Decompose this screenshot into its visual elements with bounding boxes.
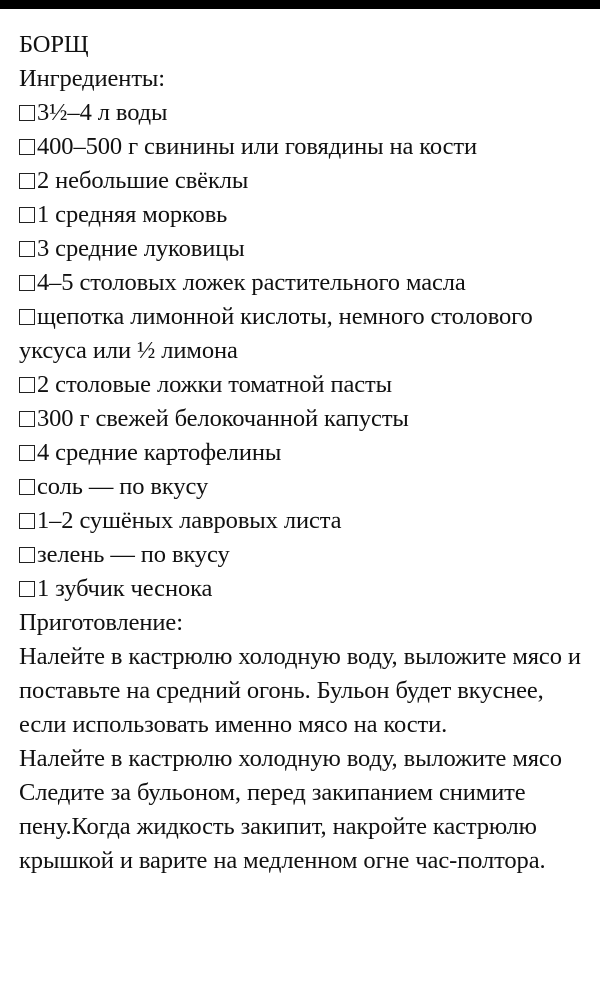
preparation-paragraph: Налейте в кастрюлю холодную воду, выложите мясо (19, 745, 562, 772)
ingredient-text: 3 средние луковицы (37, 235, 245, 262)
checkbox-icon[interactable] (19, 207, 35, 223)
ingredient-text: 4–5 столовых ложек растительного масла (37, 269, 466, 296)
ingredient-text: 1–2 сушёных лавровых листа (37, 507, 342, 534)
checkbox-icon[interactable] (19, 547, 35, 563)
checkbox-icon[interactable] (19, 173, 35, 189)
ingredient-text: 2 столовые ложки томатной пасты (37, 371, 392, 398)
preparation-steps (19, 640, 594, 878)
checkbox-icon[interactable] (19, 513, 35, 529)
ingredient-item (19, 538, 594, 572)
ingredient-item (19, 470, 594, 504)
ingredient-item (19, 232, 594, 266)
ingredient-item (19, 96, 594, 130)
ingredient-item (19, 266, 594, 300)
ingredients-heading: Ингредиенты: (19, 65, 165, 92)
ingredient-item (19, 164, 594, 198)
ingredient-text: 4 средние картофелины (37, 439, 282, 466)
ingredient-text: 400–500 г свинины или говядины на кости (37, 133, 477, 160)
ingredient-text: 1 зубчик чеснока (37, 575, 213, 602)
checkbox-icon[interactable] (19, 479, 35, 495)
ingredient-text: соль — по вкусу (37, 473, 209, 500)
ingredient-text: 1 средняя морковь (37, 201, 228, 228)
preparation-heading: Приготовление: (19, 609, 183, 636)
recipe-title: БОРЩ (19, 31, 89, 58)
ingredient-text: 2 небольшие свёклы (37, 167, 249, 194)
ingredient-item (19, 198, 594, 232)
checkbox-icon[interactable] (19, 241, 35, 257)
recipe-document (19, 28, 594, 878)
ingredient-item (19, 572, 594, 606)
preparation-paragraph: Налейте в кастрюлю холодную воду, выложите мясо и поставьте на средний огонь. Бульон будет вкуснее, если использовать именно мясо на кости. (19, 643, 581, 738)
checkbox-icon[interactable] (19, 411, 35, 427)
checkbox-icon[interactable] (19, 275, 35, 291)
ingredient-text: зелень — по вкусу (37, 541, 230, 568)
preparation-paragraph: Следите за бульоном, перед закипанием снимите пену.Когда жидкость закипит, накройте кастрюлю крышкой и варите на медленном огне час-полтора. (19, 779, 546, 874)
ingredient-item (19, 402, 594, 436)
top-border-bar (0, 0, 600, 9)
checkbox-icon[interactable] (19, 445, 35, 461)
ingredient-item (19, 368, 594, 402)
ingredient-item (19, 504, 594, 538)
ingredient-item (19, 300, 594, 368)
ingredient-list (19, 96, 594, 606)
ingredient-text: 3½–4 л воды (37, 99, 168, 126)
ingredient-text: 300 г свежей белокочанной капусты (37, 405, 409, 432)
checkbox-icon[interactable] (19, 105, 35, 121)
checkbox-icon[interactable] (19, 377, 35, 393)
ingredient-text: щепотка лимонной кислоты, немного столового уксуса или ½ лимона (19, 303, 533, 364)
checkbox-icon[interactable] (19, 309, 35, 325)
ingredient-item (19, 130, 594, 164)
checkbox-icon[interactable] (19, 581, 35, 597)
checkbox-icon[interactable] (19, 139, 35, 155)
ingredient-item (19, 436, 594, 470)
